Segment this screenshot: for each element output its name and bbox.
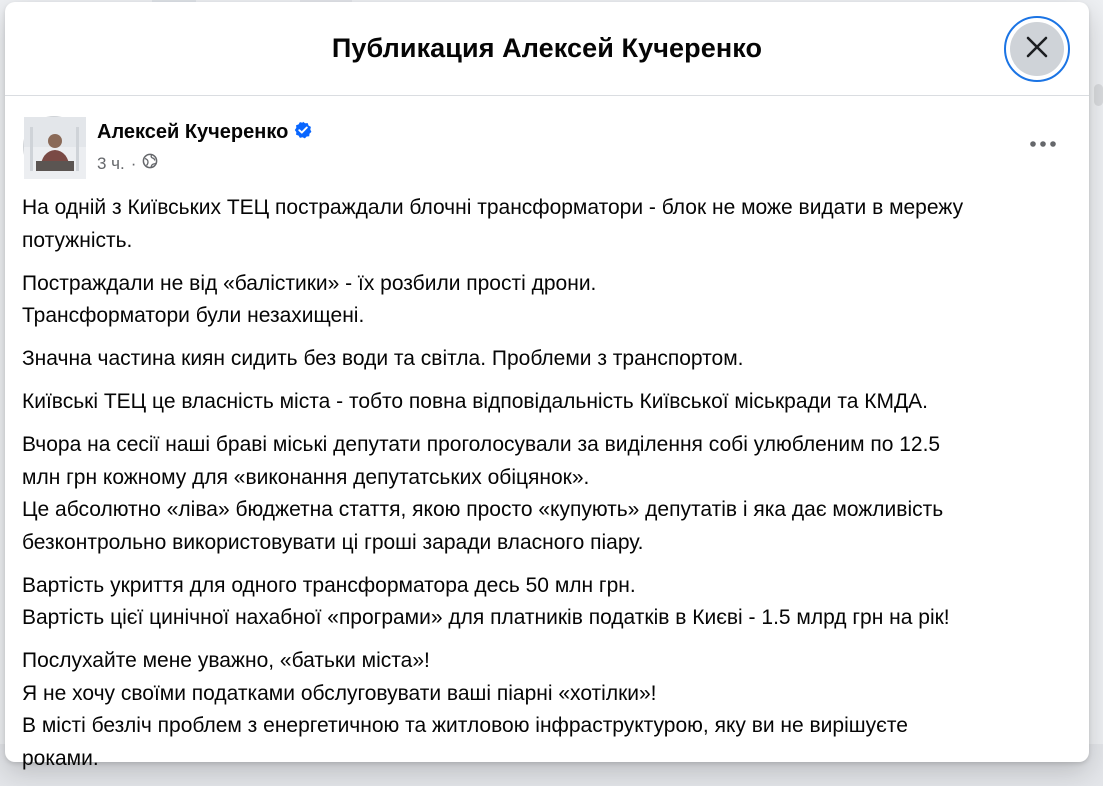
- post-text-line: На одній з Київських ТЕЦ постраждали блочні трансформатори - блок не може видати в мережу: [22, 196, 964, 219]
- post-paragraph: [22, 268, 1062, 333]
- post-text-line: Трансформатори були незахищені.: [22, 304, 365, 327]
- post-paragraph: [22, 386, 1062, 419]
- globe-icon[interactable]: [142, 153, 158, 174]
- post-text-line: потужність.: [22, 228, 133, 252]
- post-paragraph: [22, 192, 1062, 257]
- post-text: [22, 192, 1062, 786]
- background-scrollbar[interactable]: [1094, 84, 1103, 106]
- post-paragraph: [22, 343, 1062, 376]
- post-text-line: роками.: [22, 746, 99, 770]
- post-text-line: Я не хочу своїми податками обслуговувати ваші піарні «хотілки»!: [22, 681, 657, 705]
- close-button[interactable]: [1004, 16, 1070, 82]
- post-text-line: Вартість цієї цинічної нахабної «програми» для платників податків в Києві - 1.5 млрд грн на рік!: [22, 606, 950, 629]
- post-text-line: Постраждали не від «балістики» - їх розбили прості дрони.: [22, 271, 597, 295]
- post-text-line: Вчора на сесії наші браві міські депутати проголосували за виділення собі улюбленим по 12.5: [22, 433, 941, 456]
- post-text-line: Значна частина киян сидить без води та світла. Проблеми з транспортом.: [22, 347, 744, 370]
- post-text-line: Це абсолютно «ліва» бюджетна стаття, якою просто «купують» депутатів і яка дає можливість: [22, 498, 944, 521]
- post-text-line: Послухайте мене уважно, «батьки міста»!: [22, 649, 430, 672]
- more-options-icon: [1029, 135, 1057, 153]
- more-options-button[interactable]: [1023, 128, 1063, 160]
- post-text-line: безконтрольно використовувати ці гроші заради власного піару.: [22, 530, 644, 554]
- close-icon: [1024, 34, 1050, 65]
- verified-badge-icon: [294, 121, 312, 144]
- post-header: [5, 96, 1089, 182]
- post-text-line: млн грн кожному для «виконання депутатських обіцянок».: [22, 465, 590, 489]
- post-paragraph: [22, 570, 1062, 635]
- post-text-line: Київські ТЕЦ це власність міста - тобто повна відповідальність Київської міськради та КМДА.: [22, 390, 929, 413]
- post-paragraph: [22, 645, 1062, 775]
- post-time[interactable]: 3 ч.: [97, 153, 125, 173]
- meta-separator: ·: [130, 153, 137, 173]
- dialog-header: [5, 2, 1089, 96]
- dialog-title: Публикация Алексей Кучеренко: [331, 33, 763, 63]
- author-name[interactable]: Алексей Кучеренко: [97, 121, 289, 143]
- post-text-line: Вартість укриття для одного трансформатора десь 50 млн грн.: [22, 573, 636, 597]
- author-avatar[interactable]: [23, 116, 85, 178]
- post-paragraph: [22, 429, 1062, 559]
- post-dialog: [5, 2, 1089, 770]
- post-text-line: В місті безліч проблем з енергетичною та житловою інфраструктурою, яку ви не вирішуєте: [22, 714, 908, 737]
